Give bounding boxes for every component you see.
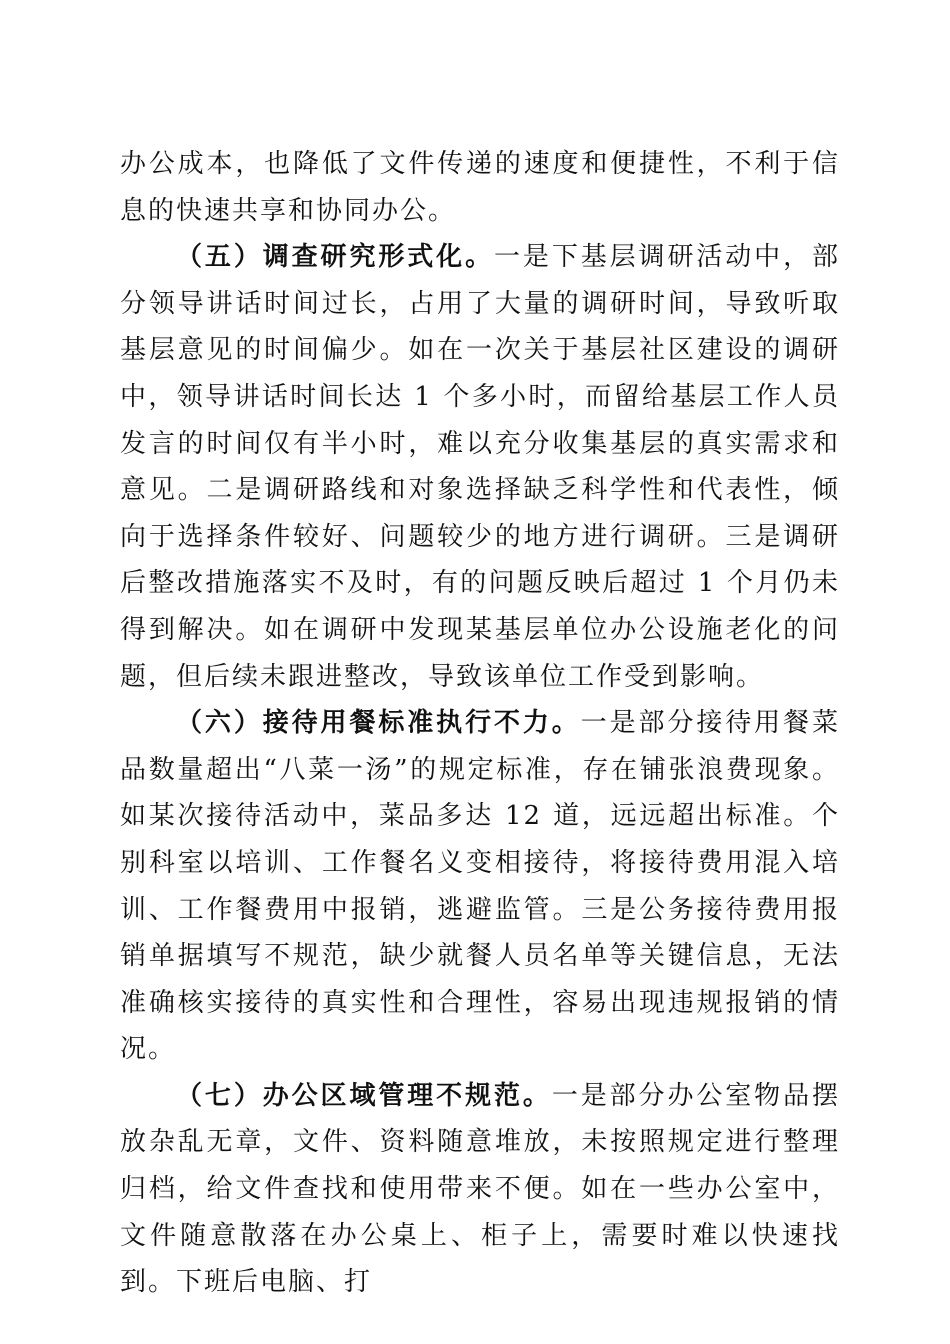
paragraph-section-5 xyxy=(120,234,840,700)
paragraph-text: 一是下基层调研活动中，部分领导讲话时间过长，占用了大量的调研时间，导致听取基层意见的时间偏少。如在一次关于基层社区建设的调研中，领导讲话时间长达 1 个多小时，而留给基层工作人员发言的时间仅有半小时，难以充分收集基层的真实需求和意见。二是调研路线和对象选择缺乏科学性和代表性，倾向于选择条件较好、问题较少的地方进行调研。三是调研后整改措施落实不及时，有的问题反映后超过 1 个月仍未得到解决。如在调研中发现某基层单位办公设施老化的问题，但后续未跟进整改，导致该单位工作受到影响。 xyxy=(120,242,840,692)
paragraph-text: 一是部分办公室物品摆放杂乱无章，文件、资料随意堆放，未按照规定进行整理归档，给文件查找和使用带来不便。如在一些办公室中，文件随意散落在办公桌上、柜子上，需要时难以快速找到。下班后电脑、打 xyxy=(120,1080,840,1298)
paragraph-section-6 xyxy=(120,700,840,1073)
document-body xyxy=(120,141,840,1306)
paragraph-text: 办公成本，也降低了文件传递的速度和便捷性，不利于信息的快速共享和协同办公。 xyxy=(120,149,840,226)
paragraph-continuation xyxy=(120,141,840,234)
section-heading: （七）办公区域管理不规范。 xyxy=(176,1080,552,1111)
paragraph-text: 一是部分接待用餐菜品数量超出“八菜一汤”的规定标准，存在铺张浪费现象。如某次接待活动中，菜品多达 12 道，远远超出标准。个别科室以培训、工作餐名义变相接待，将接待费用混入培训、工作餐费用中报销，逃避监管。三是公务接待费用报销单据填写不规范，缺少就餐人员名单等关键信息，无法准确核实接待的真实性和合理性，容易出现违规报销的情况。 xyxy=(120,708,840,1065)
section-heading: （六）接待用餐标准执行不力。 xyxy=(176,708,581,739)
paragraph-section-7 xyxy=(120,1073,840,1306)
section-heading: （五）调查研究形式化。 xyxy=(176,242,494,273)
